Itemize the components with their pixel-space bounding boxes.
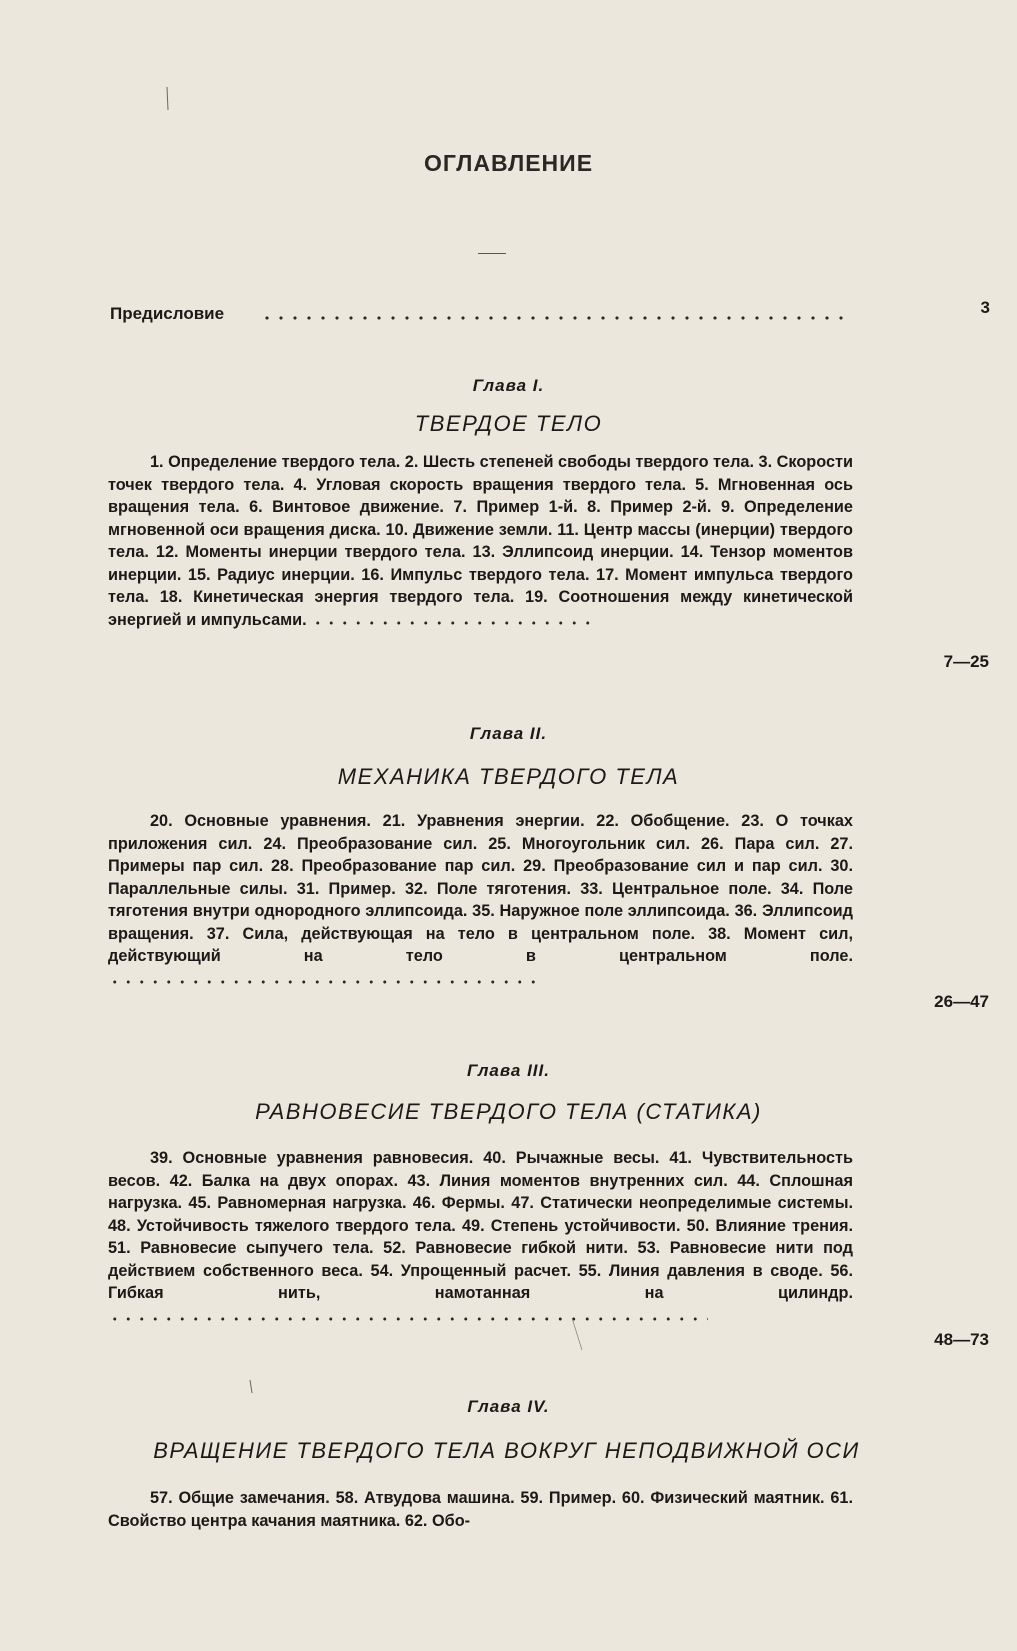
leader-dots: [260, 316, 845, 320]
chapter-sections-text: 39. Основные уравнения равновесия. 40. Рычажные весы. 41. Чувствительность весов. 42. Балка на двух опорах. 43. Линия моментов внутренних сил. 44. Сплошная нагрузка. 45. Равномерная нагрузка. 46. Фермы. 47. Статически неопределимые системы. 48. Устойчивость тяжелого твердого тела. 49. Степень устойчивости. 50. Влияние трения. 51. Равновесие сыпучего тела. 52. Равновесие гибкой нити. 53. Равновесие нити под действием собственного веса. 54. Упрощенный расчет. 55. Линия давления в своде. 56. Гибкая нить, намотанная на цилиндр.: [108, 1149, 853, 1302]
title-divider: [478, 253, 506, 254]
leader-dots: [108, 980, 538, 984]
paper-mark: [167, 87, 168, 110]
chapter-title[interactable]: ТВЕРДОЕ ТЕЛО: [414, 411, 603, 436]
chapter-title[interactable]: МЕХАНИКА ТВЕРДОГО ТЕЛА: [337, 764, 680, 789]
toc-page-range: 7—25: [943, 652, 989, 671]
page-title: ОГЛАВЛЕНИЕ: [423, 150, 594, 176]
toc-page-range: 26—47: [934, 992, 989, 1011]
toc-entry-label: Предисловие: [110, 304, 228, 324]
chapter-label: Глава IV.: [467, 1397, 550, 1416]
chapter-label: Глава I.: [472, 376, 545, 395]
chapter-sections-text: 57. Общие замечания. 58. Атвудова машина. 59. Пример. 60. Физический маятник. 61. Свойство центра качания маятника. 62. Обо-: [108, 1489, 853, 1530]
chapter-title[interactable]: РАВНОВЕСИЕ ТВЕРДОГО ТЕЛА (СТАТИКА): [255, 1099, 762, 1124]
toc-entry-preface[interactable]: [110, 298, 990, 330]
chapter-sections: [108, 810, 853, 990]
chapter-sections-text: 20. Основные уравнения. 21. Уравнения энергии. 22. Обобщение. 23. О точках приложения сил. 24. Преобразование сил. 25. Многоугольник сил. 26. Пара сил. 27. Примеры пар сил. 28. Преобразование пар сил. 29. Преобразование сил и пар сил. 30. Параллельные силы. 31. Пример. 32. Поле тяготения. 33. Центральное поле. 34. Поле тяготения внутри однородного эллипсоида. 35. Наружное поле эллипсоида. 36. Эллипсоид вращения. 37. Сила, действующая на тело в центральном поле. 38. Момент сил, действующий на тело в центральном поле.: [108, 812, 853, 965]
chapter-label: Глава III.: [467, 1061, 550, 1080]
chapter-sections-text: 1. Определение твердого тела. 2. Шесть степеней свободы твердого тела. 3. Скорости точек твердого тела. 4. Угловая скорость вращения твердого тела. 5. Мгновенная ось вращения тела. 6. Винтовое движение. 7. Пример 1-й. 8. Пример 2-й. 9. Определение мгновенной оси вращения диска. 10. Движение земли. 11. Центр массы (инерции) твердого тела. 12. Моменты инерции твердого тела. 13. Эллипсоид инерции. 14. Тензор моментов инерции. 15. Радиус инерции. 16. Импульс твердого тела. 17. Момент импульса твердого тела. 18. Кинетическая энергия твердого тела. 19. Соотношения между кинетической энергией и импульсами.: [108, 453, 853, 629]
toc-page-range: 48—73: [934, 1330, 989, 1349]
paper-mark: [250, 1380, 252, 1393]
chapter-title[interactable]: ВРАЩЕНИЕ ТВЕРДОГО ТЕЛА ВОКРУГ НЕПОДВИЖНОЙ ОСИ: [153, 1438, 860, 1463]
toc-page-number: 3: [980, 298, 990, 317]
leader-dots: [311, 621, 591, 625]
chapter-sections: [108, 451, 853, 631]
chapter-label: Глава II.: [469, 724, 548, 743]
chapter-sections: [108, 1147, 853, 1327]
leader-dots: [108, 1317, 708, 1321]
chapter-sections: [108, 1487, 853, 1532]
